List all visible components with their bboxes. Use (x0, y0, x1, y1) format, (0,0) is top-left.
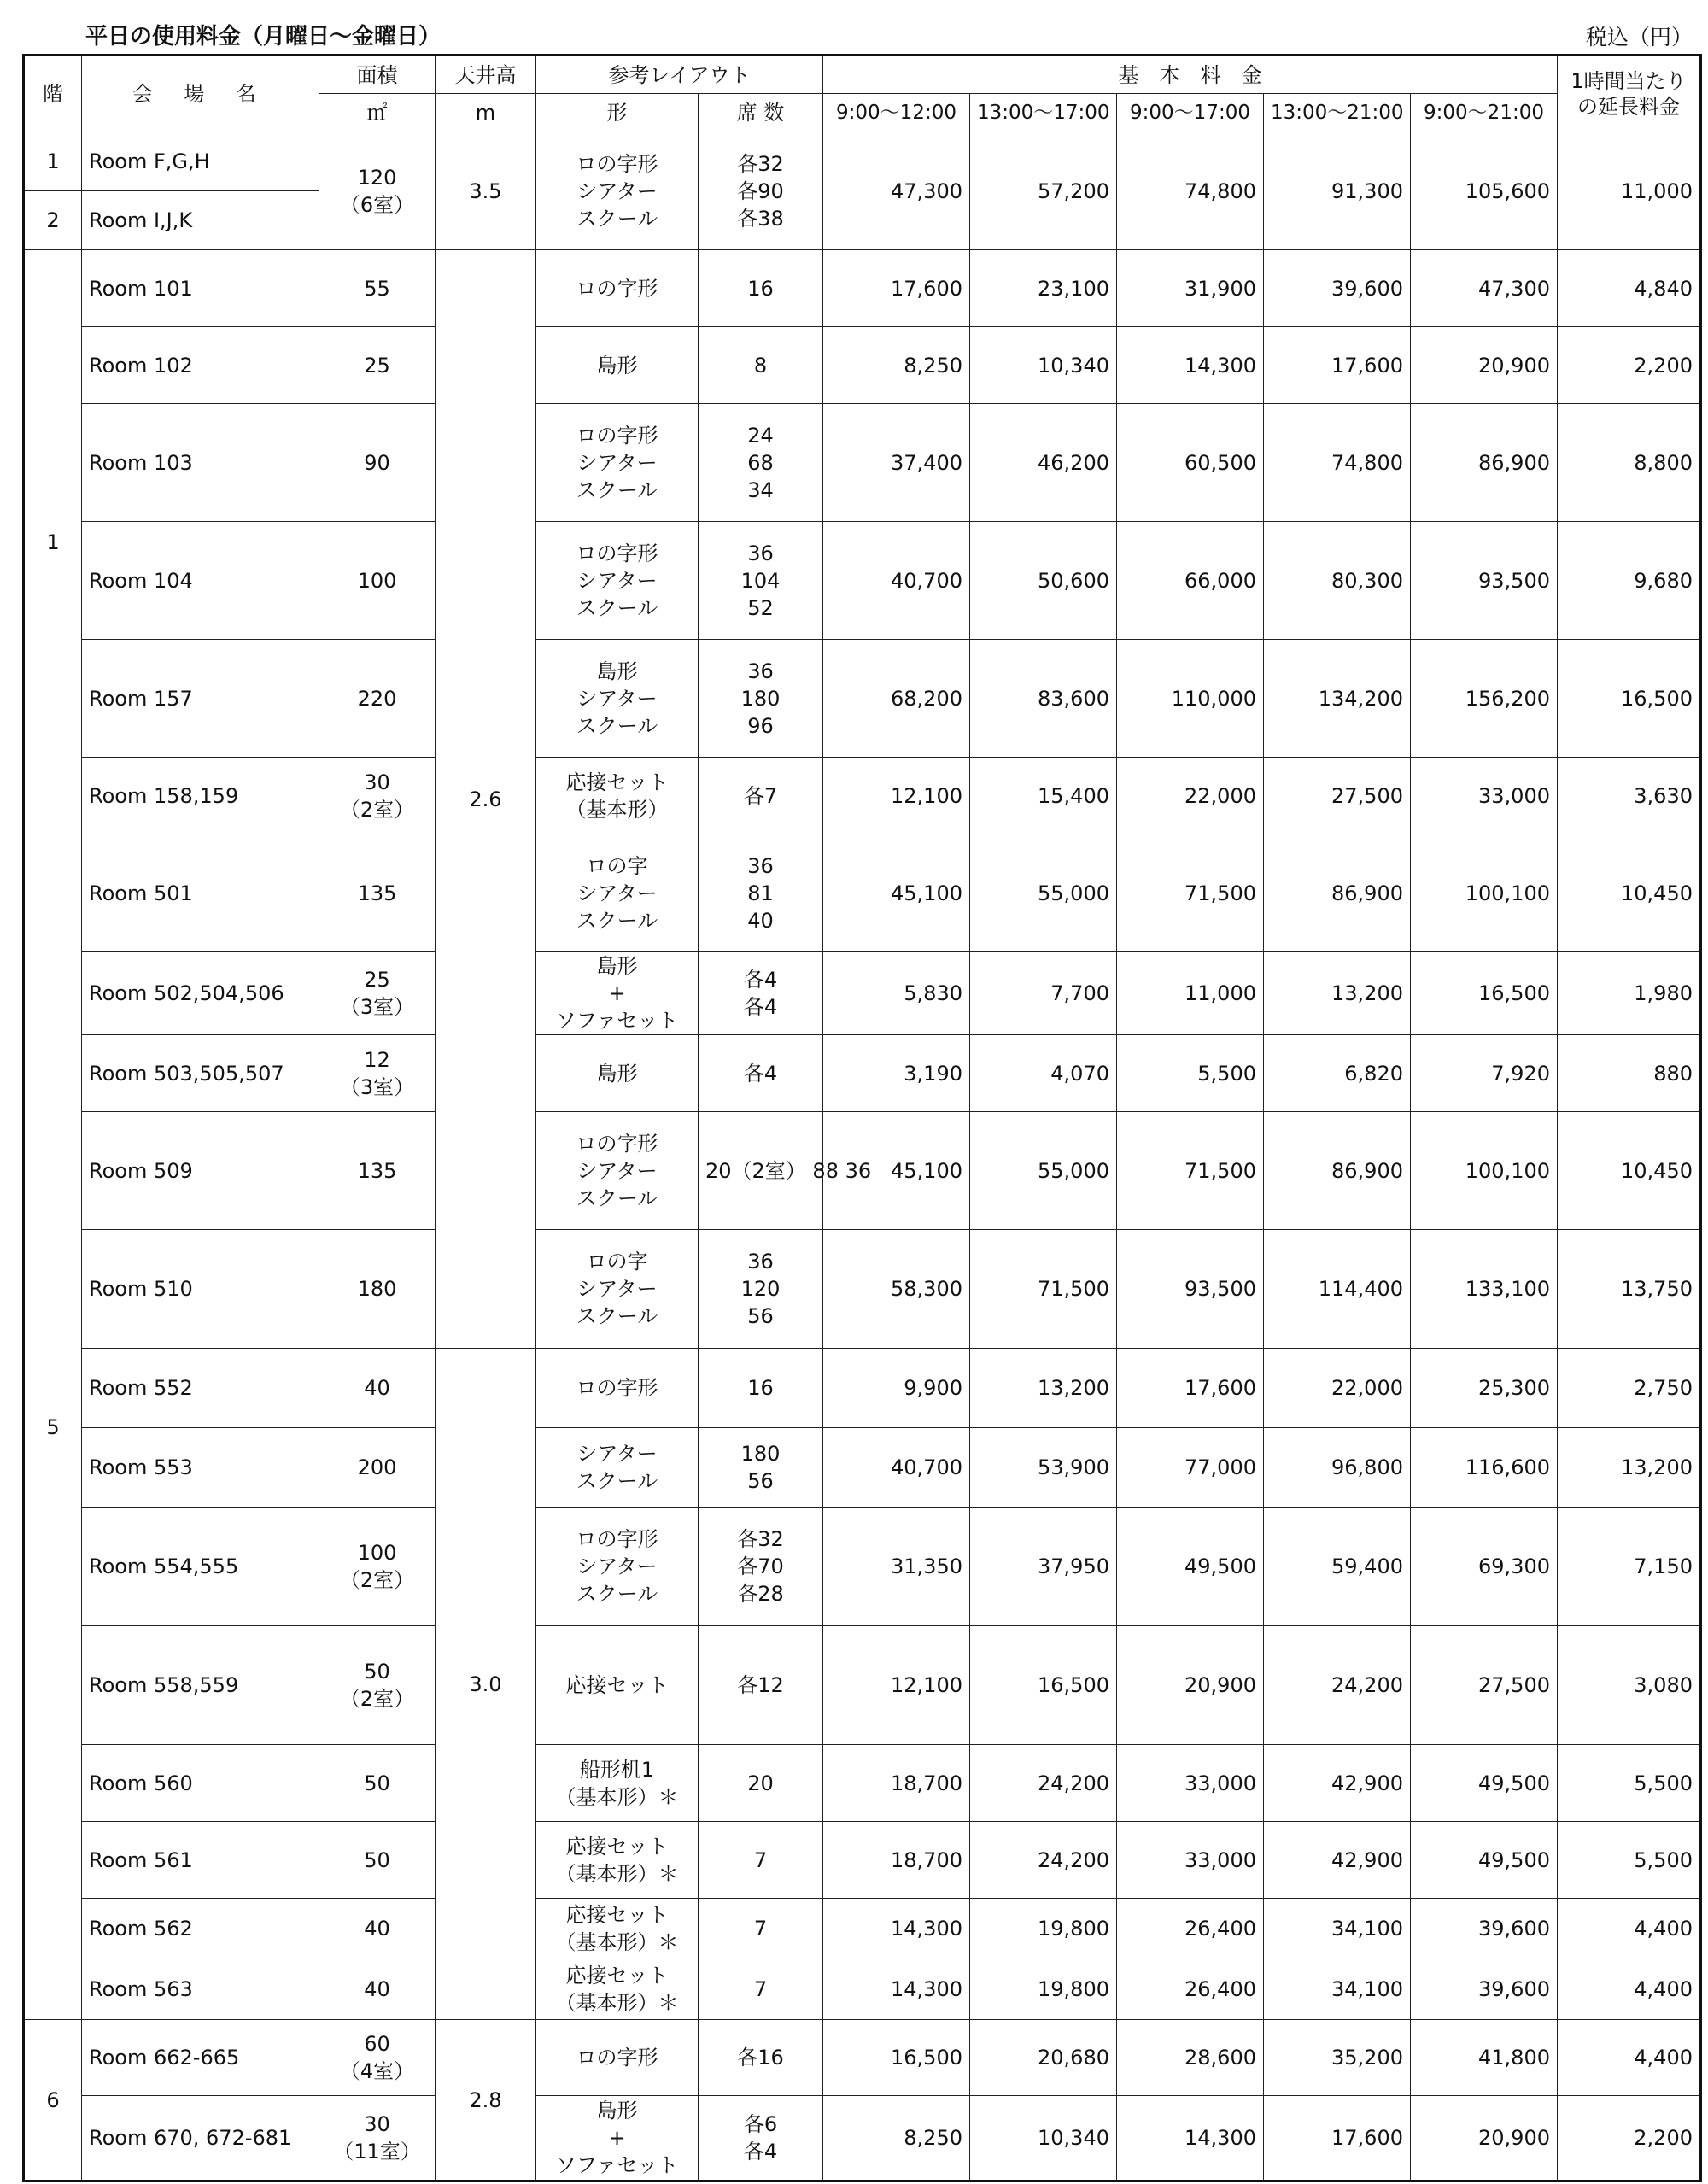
table-row (24, 758, 1701, 834)
fee-cell: 16,500 (823, 2020, 970, 2096)
fee-cell: 13,200 (1264, 952, 1411, 1035)
header-venue: 会 場 名 (82, 56, 319, 132)
room-name: Room 552 (82, 1349, 319, 1428)
seats-cell: 180 56 (699, 1428, 823, 1508)
room-name: Room 503,505,507 (82, 1035, 319, 1112)
header-area-unit: ㎡ (319, 94, 436, 132)
fee-cell: 4,070 (970, 1035, 1117, 1112)
fee-cell: 74,800 (1117, 132, 1264, 250)
fee-cell: 14,300 (823, 1959, 970, 2020)
layout-cell: 島形 + ソファセット (536, 2096, 699, 2181)
fee-cell: 24,200 (970, 1822, 1117, 1899)
fee-cell: 71,500 (970, 1230, 1117, 1349)
seats-cell: 7 (699, 1959, 823, 2020)
room-name: Room 101 (82, 250, 319, 327)
room-name: Room 562 (82, 1899, 319, 1959)
header-layout: 参考レイアウト (536, 56, 823, 94)
layout-cell: 島形 (536, 1035, 699, 1112)
fee-table (22, 54, 1702, 2182)
table-row (24, 404, 1701, 522)
ceiling-cell: 3.0 (436, 1349, 536, 2020)
seats-cell: 8 (699, 327, 823, 404)
floor-cell: 2 (24, 191, 82, 250)
fee-cell: 40,700 (823, 522, 970, 640)
fee-cell: 91,300 (1264, 132, 1411, 250)
room-name: Room 104 (82, 522, 319, 640)
area-cell: 55 (319, 250, 436, 327)
header-layout-seats: 席 数 (699, 94, 823, 132)
area-cell: 220 (319, 640, 436, 758)
header-slot: 9:00～21:00 (1411, 94, 1558, 132)
table-row (24, 1745, 1701, 1822)
fee-cell: 14,300 (1117, 2096, 1264, 2181)
fee-cell: 10,340 (970, 327, 1117, 404)
table-row (24, 132, 1701, 191)
seats-cell: 20（2室） 88 36 (699, 1112, 823, 1230)
fee-cell: 22,000 (1117, 758, 1264, 834)
room-name: Room 102 (82, 327, 319, 404)
fee-cell: 93,500 (1117, 1230, 1264, 1349)
fee-cell: 34,100 (1264, 1959, 1411, 2020)
area-cell: 30 （2室） (319, 758, 436, 834)
fee-cell: 17,600 (823, 250, 970, 327)
fee-cell: 8,250 (823, 327, 970, 404)
fee-cell: 17,600 (1117, 1349, 1264, 1428)
floor-cell: 1 (24, 132, 82, 191)
fee-cell: 20,680 (970, 2020, 1117, 2096)
seats-cell: 各4 (699, 1035, 823, 1112)
room-name: Room 670, 672-681 (82, 2096, 319, 2181)
extension-cell: 13,200 (1558, 1428, 1701, 1508)
seats-cell: 36 81 40 (699, 834, 823, 952)
fee-cell: 28,600 (1117, 2020, 1264, 2096)
table-row (24, 834, 1701, 952)
seats-cell: 各4 各4 (699, 952, 823, 1035)
room-name: Room 157 (82, 640, 319, 758)
area-cell: 200 (319, 1428, 436, 1508)
fee-cell: 71,500 (1117, 834, 1264, 952)
floor-cell: 1 (24, 250, 82, 834)
fee-cell: 37,400 (823, 404, 970, 522)
fee-cell: 34,100 (1264, 1899, 1411, 1959)
extension-cell: 8,800 (1558, 404, 1701, 522)
fee-cell: 68,200 (823, 640, 970, 758)
seats-cell: 各6 各4 (699, 2096, 823, 2181)
page-title: 平日の使用料金（月曜日～金曜日） (85, 24, 442, 50)
fee-cell: 134,200 (1264, 640, 1411, 758)
table-row (24, 250, 1701, 327)
fee-cell: 116,600 (1411, 1428, 1558, 1508)
header-slot: 13:00～17:00 (970, 94, 1117, 132)
fee-cell: 12,100 (823, 1626, 970, 1745)
fee-cell: 114,400 (1264, 1230, 1411, 1349)
fee-cell: 18,700 (823, 1822, 970, 1899)
fee-cell: 7,920 (1411, 1035, 1558, 1112)
extension-cell: 1,980 (1558, 952, 1701, 1035)
extension-cell: 3,080 (1558, 1626, 1701, 1745)
table-row (24, 640, 1701, 758)
fee-cell: 5,500 (1117, 1035, 1264, 1112)
fee-cell: 86,900 (1264, 1112, 1411, 1230)
area-cell: 40 (319, 1959, 436, 2020)
area-cell: 12 （3室） (319, 1035, 436, 1112)
fee-cell: 57,200 (970, 132, 1117, 250)
floor-cell: 5 (24, 834, 82, 2020)
extension-cell: 4,400 (1558, 2020, 1701, 2096)
fee-cell: 16,500 (1411, 952, 1558, 1035)
fee-cell: 39,600 (1411, 1899, 1558, 1959)
fee-cell: 20,900 (1411, 327, 1558, 404)
room-name: Room 554,555 (82, 1508, 319, 1626)
fee-cell: 55,000 (970, 1112, 1117, 1230)
table-row (24, 1112, 1701, 1230)
seats-cell: 36 104 52 (699, 522, 823, 640)
header-area: 面積 (319, 56, 436, 94)
extension-cell: 2,750 (1558, 1349, 1701, 1428)
fee-cell: 49,500 (1411, 1745, 1558, 1822)
room-name: Room 561 (82, 1822, 319, 1899)
area-cell: 40 (319, 1899, 436, 1959)
fee-cell: 74,800 (1264, 404, 1411, 522)
header-slot: 9:00～17:00 (1117, 94, 1264, 132)
area-cell: 50 (319, 1745, 436, 1822)
fee-cell: 40,700 (823, 1428, 970, 1508)
fee-cell: 25,300 (1411, 1349, 1558, 1428)
fee-cell: 80,300 (1264, 522, 1411, 640)
fee-cell: 60,500 (1117, 404, 1264, 522)
layout-cell: ロの字形 シアター スクール (536, 1508, 699, 1626)
fee-cell: 16,500 (970, 1626, 1117, 1745)
fee-cell: 15,400 (970, 758, 1117, 834)
fee-cell: 27,500 (1411, 1626, 1558, 1745)
fee-cell: 18,700 (823, 1745, 970, 1822)
fee-cell: 50,600 (970, 522, 1117, 640)
layout-cell: ロの字 シアター スクール (536, 834, 699, 952)
fee-cell: 22,000 (1264, 1349, 1411, 1428)
fee-cell: 39,600 (1411, 1959, 1558, 2020)
fee-cell: 26,400 (1117, 1899, 1264, 1959)
fee-cell: 14,300 (823, 1899, 970, 1959)
fee-cell: 33,000 (1117, 1745, 1264, 1822)
fee-cell: 110,000 (1117, 640, 1264, 758)
seats-cell: 24 68 34 (699, 404, 823, 522)
fee-cell: 41,800 (1411, 2020, 1558, 2096)
room-name: Room 510 (82, 1230, 319, 1349)
fee-cell: 31,900 (1117, 250, 1264, 327)
extension-cell: 4,400 (1558, 1959, 1701, 2020)
fee-cell: 58,300 (823, 1230, 970, 1349)
header-ceiling: 天井高 (436, 56, 536, 94)
fee-cell: 3,190 (823, 1035, 970, 1112)
layout-cell: 応接セット （基本形） (536, 758, 699, 834)
area-cell: 50 (319, 1822, 436, 1899)
fee-cell: 14,300 (1117, 327, 1264, 404)
extension-cell: 10,450 (1558, 834, 1701, 952)
table-row (24, 1959, 1701, 2020)
seats-cell: 20 (699, 1745, 823, 1822)
fee-cell: 17,600 (1264, 327, 1411, 404)
area-cell: 25 （3室） (319, 952, 436, 1035)
fee-cell: 8,250 (823, 2096, 970, 2181)
seats-cell: 各7 (699, 758, 823, 834)
header-slot: 13:00～21:00 (1264, 94, 1411, 132)
fee-cell: 156,200 (1411, 640, 1558, 758)
room-name: Room 563 (82, 1959, 319, 2020)
fee-cell: 93,500 (1411, 522, 1558, 640)
table-row (24, 1822, 1701, 1899)
layout-cell: 島形 + ソファセット (536, 952, 699, 1035)
fee-cell: 45,100 (823, 834, 970, 952)
header-layout-shape: 形 (536, 94, 699, 132)
seats-cell: 36 120 56 (699, 1230, 823, 1349)
layout-cell: 船形机1 （基本形）＊ (536, 1745, 699, 1822)
area-cell: 135 (319, 834, 436, 952)
table-row (24, 327, 1701, 404)
fee-cell: 5,830 (823, 952, 970, 1035)
area-cell: 100 (319, 522, 436, 640)
fee-cell: 83,600 (970, 640, 1117, 758)
room-name: Room 502,504,506 (82, 952, 319, 1035)
table-row (24, 1508, 1701, 1626)
extension-cell: 880 (1558, 1035, 1701, 1112)
fee-cell: 11,000 (1117, 952, 1264, 1035)
seats-cell: 36 180 96 (699, 640, 823, 758)
seats-cell: 各32 各90 各38 (699, 132, 823, 250)
unit-note: 税込（円） (1585, 25, 1693, 50)
fee-cell: 69,300 (1411, 1508, 1558, 1626)
table-row (24, 1626, 1701, 1745)
fee-cell: 19,800 (970, 1899, 1117, 1959)
fee-cell: 47,300 (823, 132, 970, 250)
fee-cell: 77,000 (1117, 1428, 1264, 1508)
ceiling-cell: 2.6 (436, 250, 536, 1349)
room-name: Room 558,559 (82, 1626, 319, 1745)
seats-cell: 各12 (699, 1626, 823, 1745)
ceiling-cell: 3.5 (436, 132, 536, 250)
fee-cell: 86,900 (1411, 404, 1558, 522)
floor-cell: 6 (24, 2020, 82, 2181)
room-name: Room 501 (82, 834, 319, 952)
layout-cell: ロの字形 シアター スクール (536, 404, 699, 522)
fee-cell: 24,200 (1264, 1626, 1411, 1745)
area-cell: 100 （2室） (319, 1508, 436, 1626)
fee-cell: 45,100 (823, 1112, 970, 1230)
extension-cell: 13,750 (1558, 1230, 1701, 1349)
fee-cell: 19,800 (970, 1959, 1117, 2020)
area-cell: 50 （2室） (319, 1626, 436, 1745)
fee-cell: 33,000 (1411, 758, 1558, 834)
extension-cell: 4,400 (1558, 1899, 1701, 1959)
extension-cell: 4,840 (1558, 250, 1701, 327)
fee-cell: 71,500 (1117, 1112, 1264, 1230)
extension-cell: 2,200 (1558, 327, 1701, 404)
room-name: Room I,J,K (82, 191, 319, 250)
fee-cell: 42,900 (1264, 1745, 1411, 1822)
fee-cell: 9,900 (823, 1349, 970, 1428)
extension-cell: 16,500 (1558, 640, 1701, 758)
fee-cell: 37,950 (970, 1508, 1117, 1626)
layout-cell: 島形 (536, 327, 699, 404)
fee-cell: 33,000 (1117, 1822, 1264, 1899)
area-cell: 120 （6室） (319, 132, 436, 250)
fee-cell: 46,200 (970, 404, 1117, 522)
header-slot: 9:00～12:00 (823, 94, 970, 132)
layout-cell: 応接セット （基本形）＊ (536, 1899, 699, 1959)
fee-cell: 7,700 (970, 952, 1117, 1035)
fee-cell: 13,200 (970, 1349, 1117, 1428)
room-name: Room 509 (82, 1112, 319, 1230)
fee-cell: 53,900 (970, 1428, 1117, 1508)
table-row (24, 2020, 1701, 2096)
table-row (24, 2096, 1701, 2181)
ceiling-cell: 2.8 (436, 2020, 536, 2181)
seats-cell: 各16 (699, 2020, 823, 2096)
header-base-fee: 基 本 料 金 (823, 56, 1558, 94)
layout-cell: ロの字形 (536, 1349, 699, 1428)
layout-cell: シアター スクール (536, 1428, 699, 1508)
seats-cell: 各32 各70 各28 (699, 1508, 823, 1626)
room-name: Room 553 (82, 1428, 319, 1508)
layout-cell: ロの字形 シアター スクール (536, 132, 699, 250)
layout-cell: 応接セット (536, 1626, 699, 1745)
table-row (24, 1035, 1701, 1112)
fee-cell: 100,100 (1411, 834, 1558, 952)
extension-cell: 10,450 (1558, 1112, 1701, 1230)
fee-cell: 39,600 (1264, 250, 1411, 327)
area-cell: 135 (319, 1112, 436, 1230)
area-cell: 180 (319, 1230, 436, 1349)
fee-cell: 47,300 (1411, 250, 1558, 327)
table-row (24, 952, 1701, 1035)
layout-cell: 島形 シアター スクール (536, 640, 699, 758)
extension-cell: 9,680 (1558, 522, 1701, 640)
fee-cell: 6,820 (1264, 1035, 1411, 1112)
fee-cell: 59,400 (1264, 1508, 1411, 1626)
fee-cell: 24,200 (970, 1745, 1117, 1822)
header-extension: 1時間当たり の延長料金 (1558, 56, 1701, 132)
fee-cell: 66,000 (1117, 522, 1264, 640)
room-name: Room 103 (82, 404, 319, 522)
fee-cell: 100,100 (1411, 1112, 1558, 1230)
layout-cell: ロの字形 (536, 2020, 699, 2096)
room-name: Room 662-665 (82, 2020, 319, 2096)
fee-cell: 31,350 (823, 1508, 970, 1626)
fee-cell: 96,800 (1264, 1428, 1411, 1508)
extension-cell: 11,000 (1558, 132, 1701, 250)
area-cell: 60 （4室） (319, 2020, 436, 2096)
layout-cell: 応接セット （基本形）＊ (536, 1959, 699, 2020)
fee-cell: 20,900 (1117, 1626, 1264, 1745)
fee-cell: 105,600 (1411, 132, 1558, 250)
fee-cell: 12,100 (823, 758, 970, 834)
fee-cell: 42,900 (1264, 1822, 1411, 1899)
table-row (24, 1349, 1701, 1428)
seats-cell: 7 (699, 1899, 823, 1959)
extension-cell: 5,500 (1558, 1745, 1701, 1822)
fee-cell: 20,900 (1411, 2096, 1558, 2181)
layout-cell: ロの字形 シアター スクール (536, 522, 699, 640)
fee-cell: 86,900 (1264, 834, 1411, 952)
extension-cell: 7,150 (1558, 1508, 1701, 1626)
area-cell: 40 (319, 1349, 436, 1428)
layout-cell: ロの字形 シアター スクール (536, 1112, 699, 1230)
room-name: Room 560 (82, 1745, 319, 1822)
area-cell: 25 (319, 327, 436, 404)
table-row (24, 1428, 1701, 1508)
fee-cell: 27,500 (1264, 758, 1411, 834)
extension-cell: 3,630 (1558, 758, 1701, 834)
fee-cell: 55,000 (970, 834, 1117, 952)
fee-cell: 49,500 (1411, 1822, 1558, 1899)
extension-cell: 2,200 (1558, 2096, 1701, 2181)
layout-cell: ロの字 シアター スクール (536, 1230, 699, 1349)
table-row (24, 1230, 1701, 1349)
table-row (24, 1899, 1701, 1959)
layout-cell: ロの字形 (536, 250, 699, 327)
fee-cell: 17,600 (1264, 2096, 1411, 2181)
fee-cell: 23,100 (970, 250, 1117, 327)
area-cell: 30 （11室） (319, 2096, 436, 2181)
header-ceiling-unit: m (436, 94, 536, 132)
layout-cell: 応接セット （基本形）＊ (536, 1822, 699, 1899)
fee-cell: 26,400 (1117, 1959, 1264, 2020)
fee-cell: 10,340 (970, 2096, 1117, 2181)
header-floor: 階 (24, 56, 82, 132)
seats-cell: 7 (699, 1822, 823, 1899)
area-cell: 90 (319, 404, 436, 522)
room-name: Room F,G,H (82, 132, 319, 191)
table-row (24, 522, 1701, 640)
seats-cell: 16 (699, 250, 823, 327)
fee-cell: 49,500 (1117, 1508, 1264, 1626)
fee-cell: 35,200 (1264, 2020, 1411, 2096)
room-name: Room 158,159 (82, 758, 319, 834)
fee-cell: 133,100 (1411, 1230, 1558, 1349)
seats-cell: 16 (699, 1349, 823, 1428)
extension-cell: 5,500 (1558, 1822, 1701, 1899)
